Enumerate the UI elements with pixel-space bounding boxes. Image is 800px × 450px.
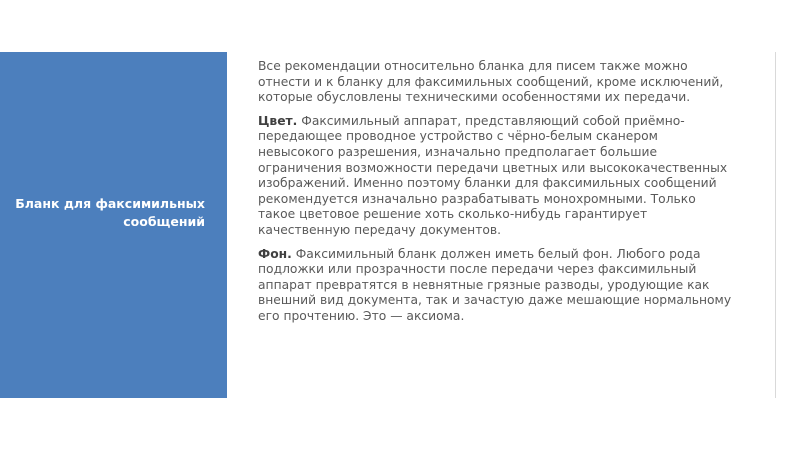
divider-line [775, 52, 776, 398]
color-label: Цвет. [258, 113, 298, 128]
color-text: Факсимильный аппарат, представляющий собой приёмно-передающее проводное устройство с чёрно-белым сканером невысокого разрешения, изначально предполагает большие ограничения возможности передачи цветных или высококачественных изображений. Именно поэтому бланки для факсимильных сообщений рекомендуется изначально разрабатывать монохромными. Только такое цветовое решение хоть сколько-нибудь гарантирует качественную передачу документов. [258, 113, 728, 237]
background-paragraph [258, 247, 736, 325]
slide-body [258, 59, 736, 333]
background-text: Факсимильный бланк должен иметь белый фон. Любого рода подложки или прозрачности после передачи через факсимильный аппарат превратятся в невнятные грязные разводы, уродующие как внешний вид документа, так и зачастую даже мешающие нормальному его прочтению. Это — аксиома. [258, 246, 732, 323]
color-paragraph [258, 114, 736, 239]
background-label: Фон. [258, 246, 292, 261]
slide-title: Бланк для факсимильных сообщений [15, 196, 205, 229]
intro-paragraph: Все рекомендации относительно бланка для писем также можно отнести и к бланку для факсимильных сообщений, кроме исключений, которые обусловлены техническими особенностями их передачи. [258, 59, 724, 105]
